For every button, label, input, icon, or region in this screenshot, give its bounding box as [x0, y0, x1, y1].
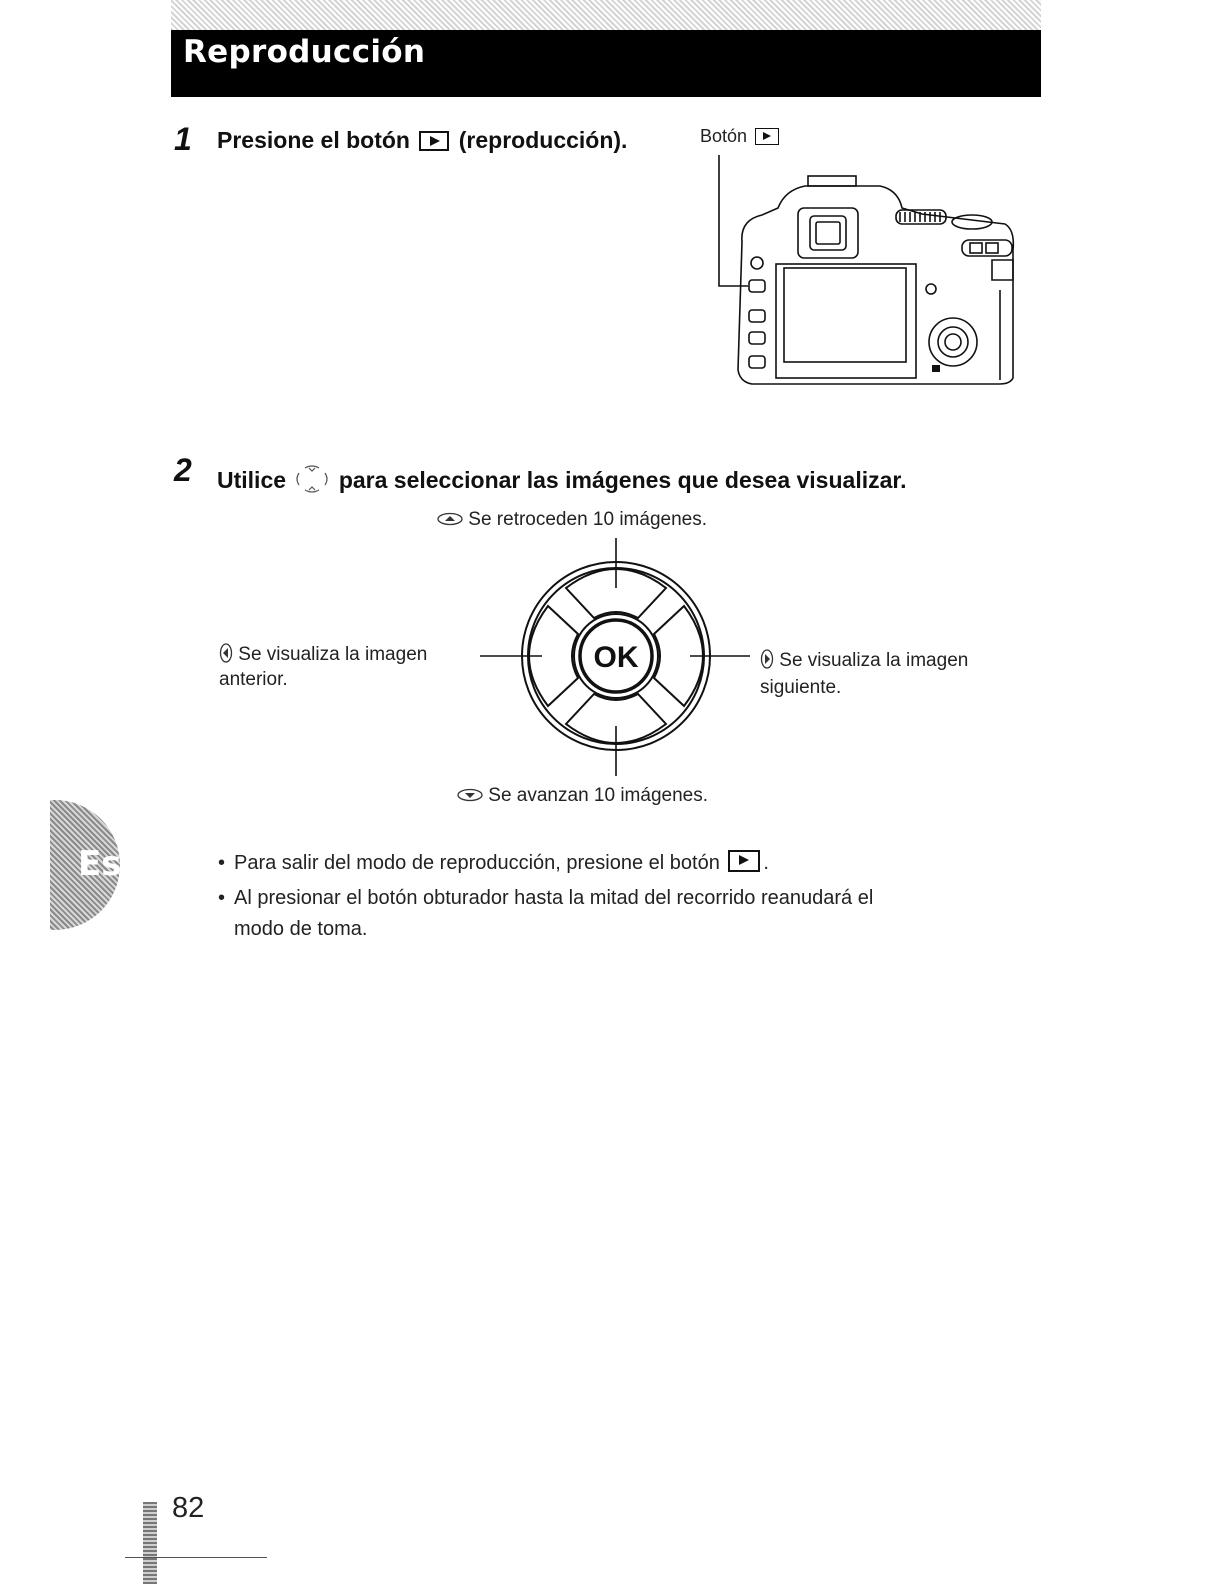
lcd-frame	[776, 264, 916, 378]
arrow-pad-diagram	[470, 530, 770, 780]
step-2-number: 2	[174, 452, 192, 488]
step-2-text-after: para seleccionar las imágenes que desea visualizar.	[338, 467, 907, 493]
list-item: • Al presionar el botón obturador hasta la mitad del recorrido reanudará el modo de toma.	[218, 887, 874, 940]
section-header	[171, 0, 1041, 97]
playback-icon	[755, 128, 779, 145]
note-2-text-1: Al presionar el botón obturador hasta la mitad del recorrido reanudará el	[234, 887, 874, 909]
control-dial	[896, 210, 946, 224]
right-arrow-label	[760, 647, 968, 701]
playback-button-callout	[700, 126, 782, 147]
left-arrow-label	[219, 642, 427, 692]
grip-pad	[992, 260, 1013, 280]
down-arrow-label	[457, 785, 708, 807]
up-arrow-icon	[437, 512, 463, 526]
camera-back-illustration	[700, 150, 1030, 400]
step-2-text-before: Utilice	[217, 467, 287, 493]
page-number: 82	[172, 1492, 205, 1524]
left-button-2	[749, 310, 765, 322]
up-arrow-label	[437, 509, 707, 531]
down-arrow-text: Se avanzan 10 imágenes.	[488, 785, 708, 806]
step-1-number: 1	[174, 121, 192, 157]
callout-label: Botón	[700, 126, 748, 146]
header-pattern	[171, 0, 1041, 30]
footer-rule	[125, 1557, 267, 1558]
hot-shoe	[808, 176, 856, 186]
left-arrow-text-2: anterior.	[219, 669, 288, 690]
note-1-end: .	[763, 852, 769, 874]
right-button	[926, 284, 936, 294]
up-arrow-text: Se retroceden 10 imágenes.	[468, 509, 707, 530]
step-1-text-after: (reproducción).	[458, 127, 628, 153]
down-arrow-icon	[457, 788, 483, 802]
page-title: Reproducción	[183, 34, 426, 70]
right-arrow-text-1: Se visualiza la imagen	[779, 650, 969, 671]
ok-label: OK	[593, 641, 639, 674]
step-1-instruction	[217, 127, 627, 154]
footer-marker	[143, 1502, 157, 1584]
note-2-text-2: modo de toma.	[234, 918, 368, 940]
left-arrow-text-1: Se visualiza la imagen	[238, 644, 428, 665]
step-1-text-before: Presione el botón	[217, 127, 410, 153]
list-item: • Para salir del modo de reproducción, presione el botón .	[218, 852, 769, 874]
side-tab-label: Es	[78, 844, 122, 884]
left-button-3	[749, 332, 765, 344]
arrow-pad	[929, 318, 977, 366]
left-arrow-icon	[219, 643, 233, 663]
playback-button	[749, 280, 765, 292]
left-button-top	[751, 257, 763, 269]
lcd-screen	[784, 268, 906, 362]
callout-line	[719, 155, 748, 286]
left-button-4	[749, 356, 765, 368]
step-2-instruction	[217, 462, 906, 496]
language-side-tab	[50, 800, 140, 930]
notes-list	[218, 848, 1038, 945]
playback-icon	[728, 850, 760, 872]
right-arrow-icon	[760, 649, 774, 669]
right-arrow-text-2: siguiente.	[760, 677, 842, 698]
note-1-text: Para salir del modo de reproducción, presione el botón	[234, 852, 720, 874]
arrow-pad-icon	[292, 462, 332, 496]
playback-icon	[419, 131, 449, 151]
